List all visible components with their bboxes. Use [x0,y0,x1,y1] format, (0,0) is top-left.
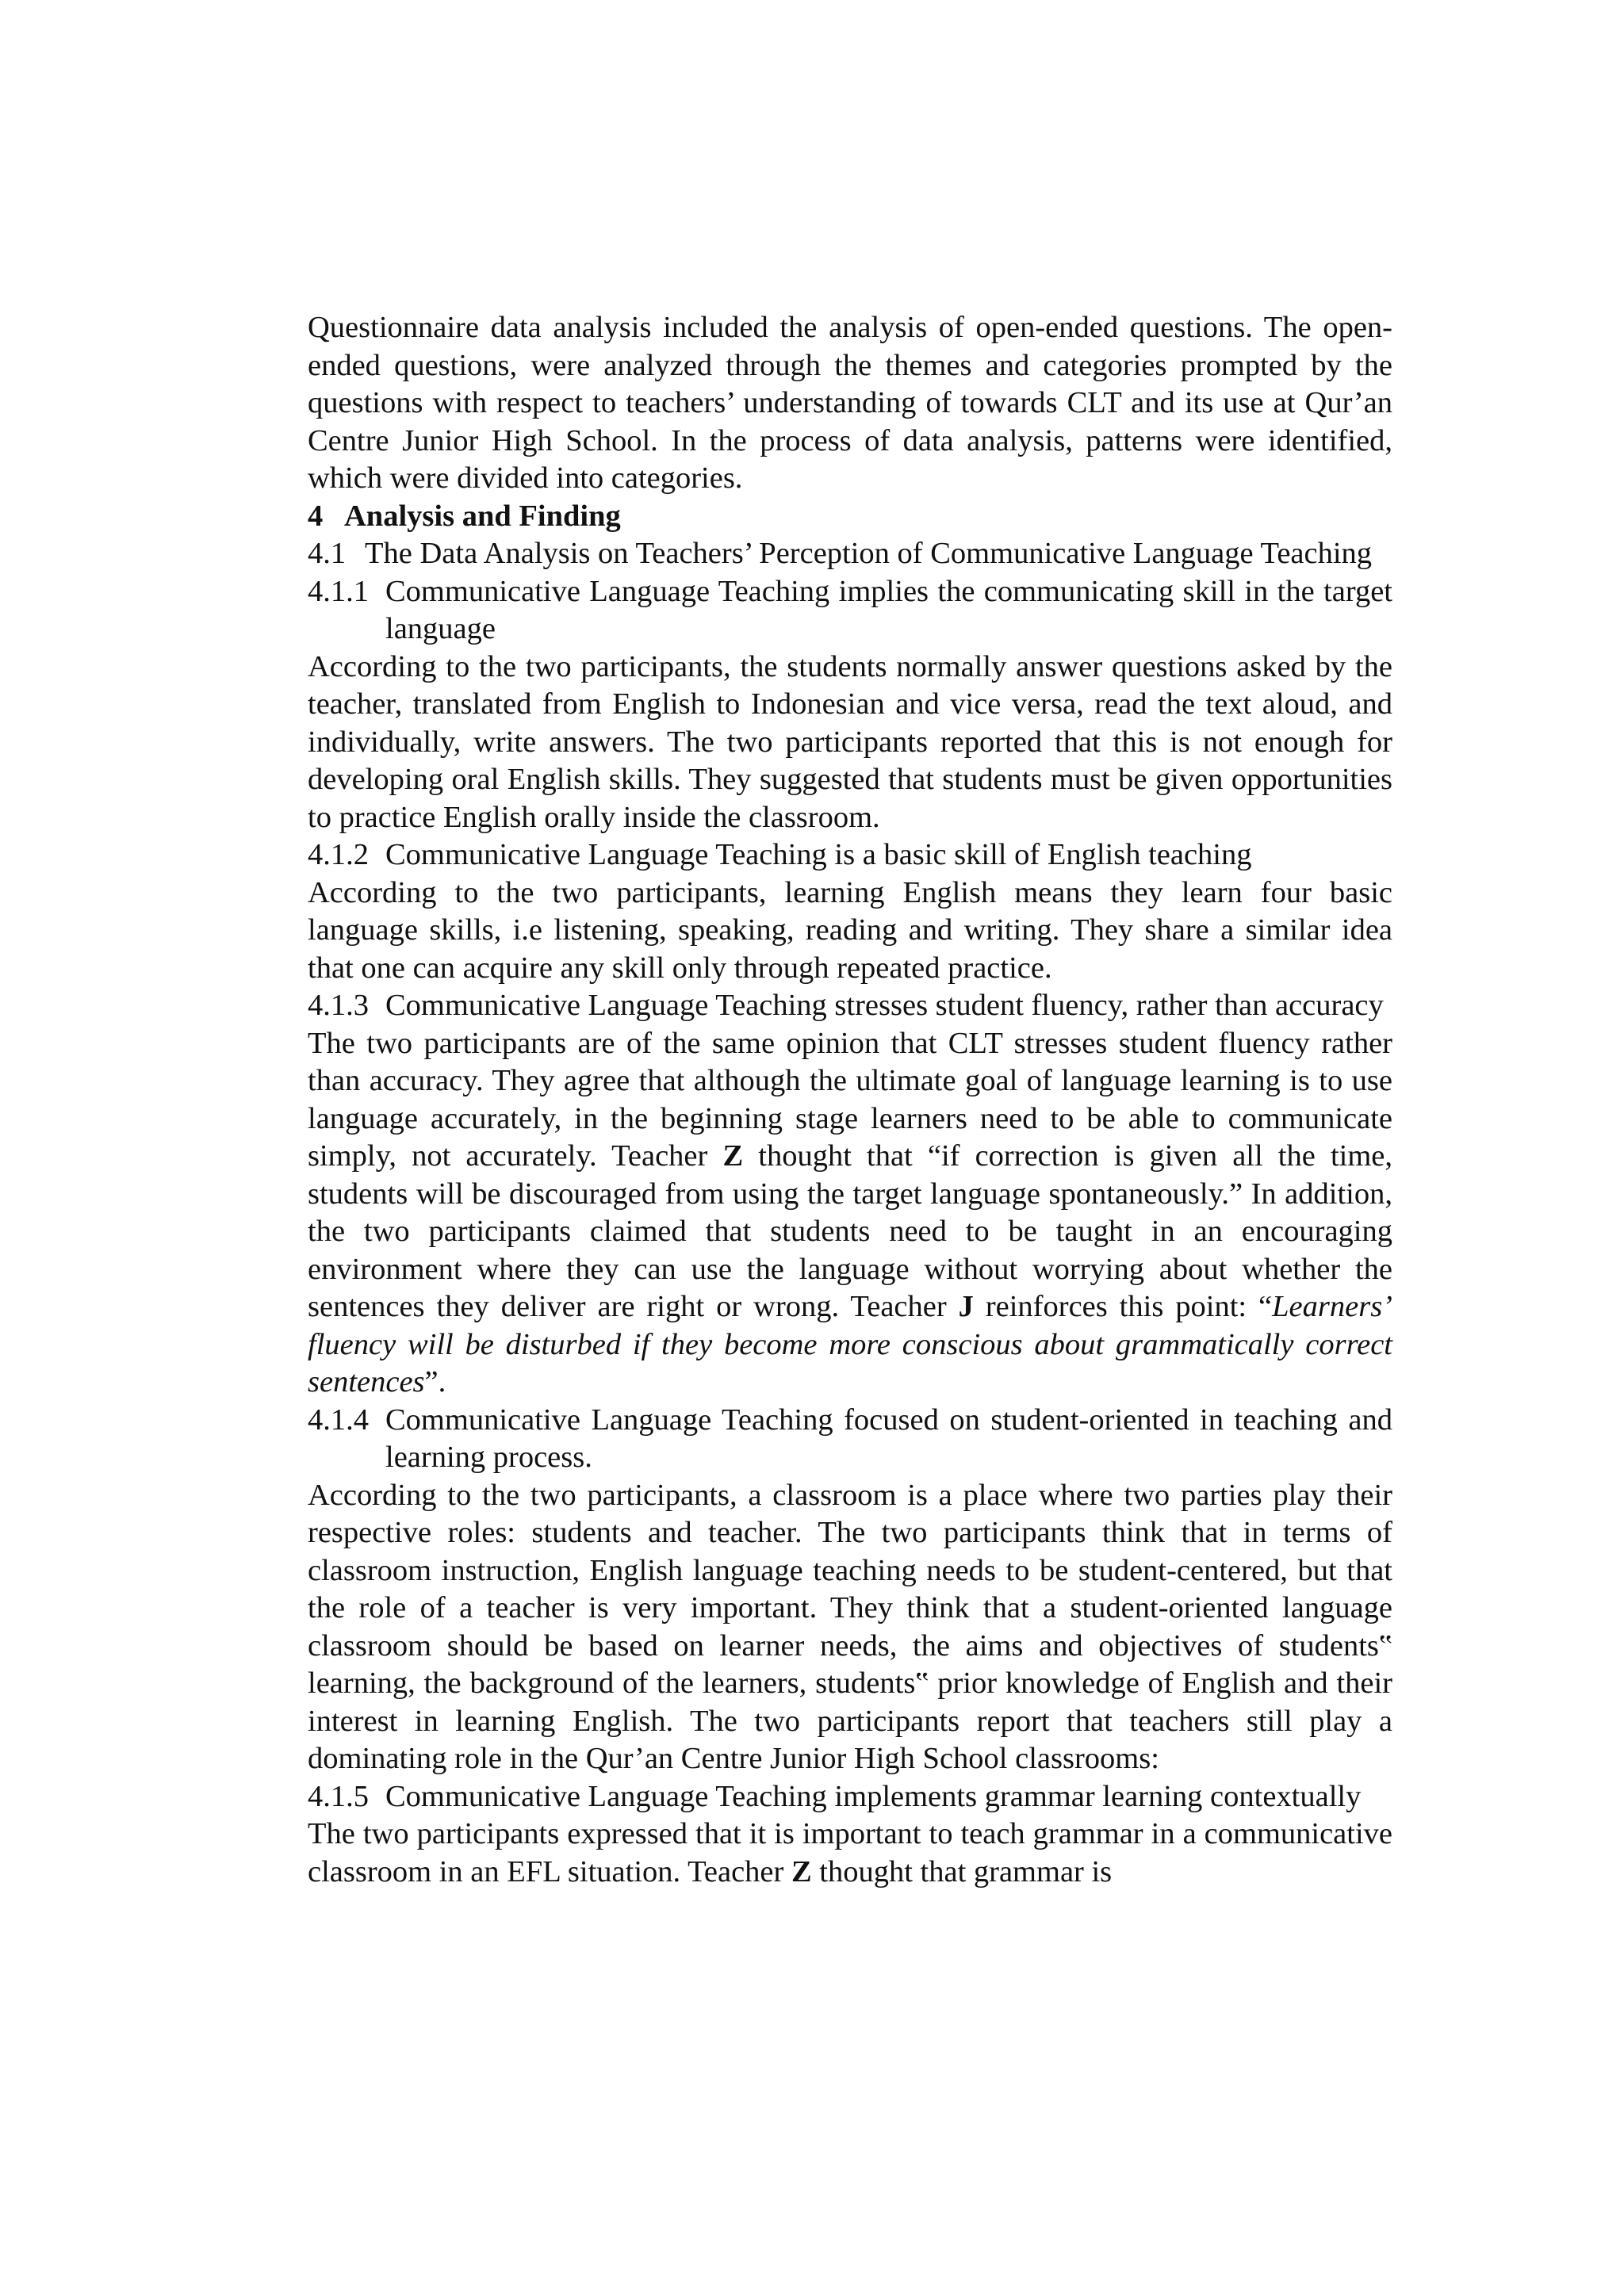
subsection-4-1-heading [308,535,1392,573]
text-run: reinforces this point: “ [973,1290,1273,1323]
subsection-title: Communicative Language Teaching implies the communicating skill in the target language [385,574,1392,645]
subsection-number: 4.1.3 [308,989,369,1022]
subsection-number: 4.1.4 [308,1402,369,1437]
subsection-title: Communicative Language Teaching focused on student-oriented in teaching and learning process. [385,1402,1392,1474]
subsection-4-1-1-heading [308,573,1392,649]
paragraph-4-1-5 [308,1816,1392,1891]
subsection-title: The Data Analysis on Teachers’ Perception of Communicative Language Teaching [365,537,1373,570]
subsection-title: Communicative Language Teaching stresses student fluency, rather than accuracy [385,989,1384,1022]
subsection-4-1-5-heading [308,1778,1392,1816]
paragraph-4-1-3 [308,1025,1392,1402]
teacher-z-label: Z [791,1854,812,1888]
section-heading [308,498,1392,536]
subsection-4-1-4-heading [308,1402,1392,1477]
section-title: Analysis and Finding [344,499,621,533]
subsection-number: 4.1 [308,537,347,570]
paragraph-4-1-1: According to the two participants, the students normally answer questions asked by the teacher, translated from English to Indonesian and vice versa, read the text aloud, and individually, write answers. The two participants reported that this is not enough for developing oral English skills. They suggested that students must be given opportunities to practice English orally inside the classroom. [308,649,1392,834]
teacher-z-label: Z [722,1139,744,1173]
subsection-number: 4.1.2 [308,838,369,871]
subsection-number: 4.1.5 [308,1779,369,1813]
text-run: ”. [424,1365,446,1399]
subsection-title: Communicative Language Teaching is a basic skill of English teaching [385,838,1252,871]
text-run: thought that “if correction is given all the time, students will be discouraged from using the target language spontaneously.” In addition, the two participants claimed that students need to be taught in an encouraging environment where they can use the language without worrying about whether the sentences they deliver are right or wrong. Teacher [308,1139,1393,1323]
text-run: The two participants expressed that it is important to teach grammar in a communicative classroom in an EFL situation. Teacher [308,1817,1392,1888]
paragraph-4-1-2: According to the two participants, learning English means they learn four basic language skills, i.e listening, speaking, reading and writing. They share a similar idea that one can acquire any skill only through repeated practice. [308,875,1392,985]
teacher-quote: Learners’ fluency will be disturbed if they become more conscious about grammatically correct sentences [308,1290,1392,1399]
page-text [308,309,1392,1891]
teacher-j-label: J [958,1290,974,1323]
subsection-number: 4.1.1 [308,574,369,608]
paragraph-4-1-4: According to the two participants, a classroom is a place where two parties play their respective roles: students and teacher. The two participants think that in terms of classroom instruction, English language teaching needs to be student-centered, but that the role of a teacher is very important. They think that a student-oriented language classroom should be based on learner needs, the aims and objectives of students‟ learning, the background of the learners, students‟ prior knowledge of English and their interest in learning English. The two participants report that teachers still play a dominating role in the Qur’an Centre Junior High School classrooms: [308,1478,1392,1775]
subsection-title: Communicative Language Teaching implements grammar learning contextually [385,1779,1362,1813]
intro-paragraph: Questionnaire data analysis included the analysis of open-ended questions. The open-ended questions, were analyzed through the themes and categories prompted by the questions with respect to teachers’ understanding of towards CLT and its use at Qur’an Centre Junior High School. In the process of data analysis, patterns were identified, which were divided into categories. [308,311,1392,495]
text-run: The two participants are of the same opinion that CLT stresses student fluency rather than accuracy. They agree that although the ultimate goal of language learning is to use language accurately, in the beginning stage learners need to be able to communicate simply, not accurately. Teacher [308,1026,1392,1173]
section-number: 4 [308,499,324,533]
text-run: thought that grammar is [811,1854,1113,1888]
subsection-4-1-3-heading [308,987,1392,1025]
subsection-4-1-2-heading [308,836,1392,874]
